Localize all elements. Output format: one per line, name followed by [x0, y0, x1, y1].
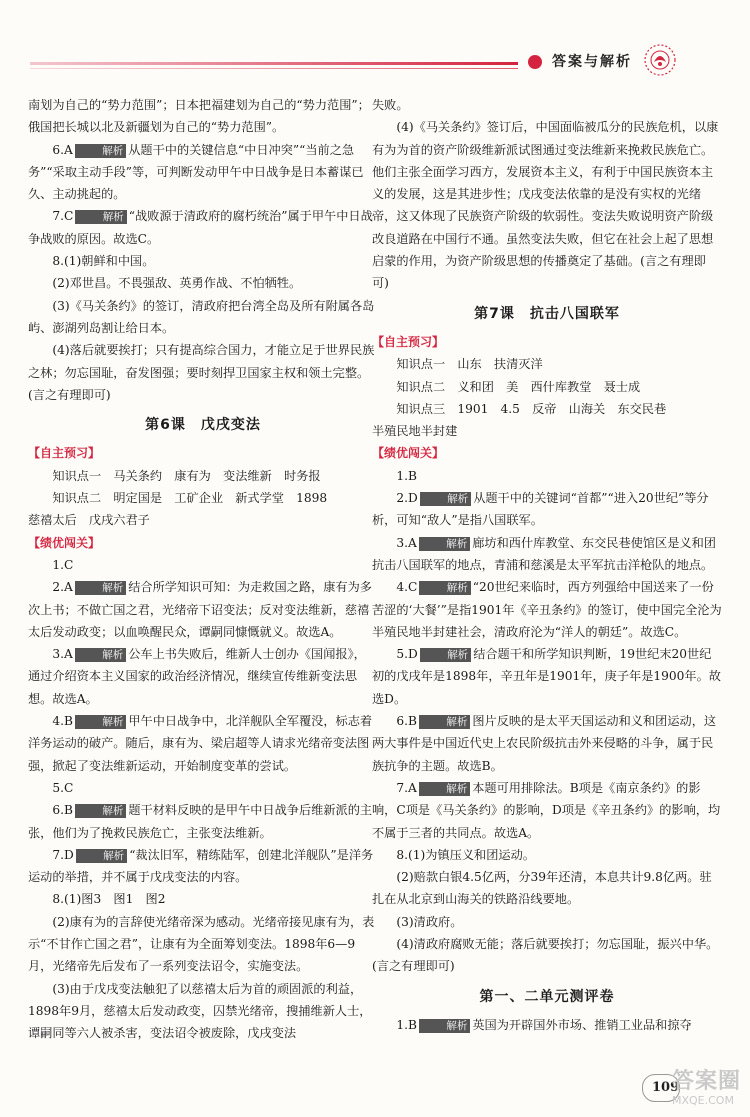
answer-item [28, 576, 378, 643]
answer-number: 7.D [52, 847, 74, 862]
answer-item [372, 487, 722, 532]
analysis-tag: 解析 [419, 1019, 470, 1033]
answer-item [28, 139, 378, 206]
answer-text: 结合所学知识可知：为走救国之路，康有为多次上书；不做亡国之君，光绪帝下诏变法；反对变法维新，慈禧太后发动政变；以血唤醒民众，谭嗣同慷慨就义。故选A。 [28, 580, 372, 639]
answer-text: 结合题干和所学知识判断，19世纪末20世纪初的戊戌年是1898年，辛丑年是1901年，庚子年是1900年。故选D。 [372, 647, 721, 706]
answer-item [28, 844, 378, 889]
answer-item: (2)赔款白银4.5亿两，分39年还清，本息共计9.8亿两。驻扎在从北京到山海关的铁路沿线要地。 [372, 870, 712, 907]
answer-item [372, 532, 722, 577]
answer-number: 7.C [52, 209, 74, 224]
page-number: 109 [652, 1080, 680, 1095]
lesson-title: 第6课 戊戌变法 [145, 417, 261, 434]
answer-item: 8.(1)为镇压义和团运动。 [396, 847, 535, 862]
unit-test-title: 第一、二单元测评卷 [479, 988, 615, 1005]
knowledge-point: 知识点三 1901 4.5 反帝 山海关 东交民巷 [396, 401, 667, 416]
watermark-logo [672, 1070, 748, 1114]
answer-number: 6.A [52, 142, 73, 157]
answer-item [372, 777, 722, 844]
answer-item: (3)由于戊戌变法触犯了以慈禧太后为首的顽固派的利益，1898年9月，慈禧太后发动政变，囚禁光绪帝，搜捕维新人士，谭嗣同等六人被杀害，变法诏令被废除，戊戌变法 [28, 981, 372, 1041]
answer-text: 从题干中的关键信息“中日冲突”“当前之急务”“采取主动手段”等，可判断发动甲午中日战争是日本蓄谋已久、主动挑起的。 [28, 142, 364, 202]
answer-text: “20世纪来临时，西方列强给中国送来了一份苦涩的‘大餐’”是指1901年《辛丑条约》的签订，使中国完全沦为半殖民地半封建社会，清政府沦为“洋人的朝廷”。故选C。 [372, 580, 722, 639]
knowledge-point: 知识点一 马关条约 康有为 变法维新 时务报 [52, 468, 321, 483]
left-column [28, 94, 378, 1044]
answer-item: 8.(1)朝鲜和中国。 [52, 254, 155, 269]
answer-number: 6.B [396, 714, 417, 729]
answer-item: 8.(1)图3 图1 图2 [52, 892, 166, 907]
watermark-text: 答案圈 [672, 1069, 742, 1094]
knowledge-point: 知识点一 山东 扶清灭洋 [396, 357, 543, 372]
header-rule [30, 62, 518, 65]
answer-item [28, 799, 378, 844]
page-header [0, 0, 750, 82]
section-label-preview: 【自主预习】 [372, 334, 445, 349]
header-rule-thin [30, 68, 518, 69]
analysis-tag: 解析 [75, 648, 126, 662]
answer-number: 2.A [52, 580, 73, 595]
answer-text: 从题干中的关键词“首都”“进入20世纪”等分析，可知“敌人”是指八国联军。 [372, 491, 709, 528]
answer-text: 本题可用排除法。B项是《南京条约》的影响，C项是《马关条约》的影响，D项是《辛丑条约》的影响，均不属于三者的共同点。故选A。 [372, 780, 721, 840]
analysis-tag: 解析 [75, 210, 126, 224]
answer-item: 5.C [52, 780, 74, 795]
analysis-tag: 解析 [75, 144, 126, 158]
answer-text: “裁汰旧军，精练陆军，创建北洋舰队”是洋务运动的举措，并不属于戊戌变法的内容。 [28, 847, 374, 885]
paragraph: 失败。 [372, 98, 409, 112]
analysis-tag: 解析 [419, 715, 470, 729]
answer-text: 公车上书失败后，维新人士创办《国闻报》，通过介绍资本主义国家的政治经济情况，继续宣传维新变法思想。故选A。 [28, 647, 366, 706]
answer-item [28, 710, 378, 777]
analysis-tag: 解析 [419, 537, 470, 551]
answer-text: “战败源于清政府的腐朽统治”属于甲午中日战争战败的原因。故选C。 [28, 209, 373, 246]
answer-item: (3)《马关条约》的签订，清政府把台湾全岛及所有附属各岛屿、澎湖列岛割让给日本。 [28, 298, 375, 335]
analysis-tag: 解析 [75, 581, 126, 595]
answer-number: 4.C [396, 580, 418, 595]
answer-item: (4)《马关条约》签订后，中国面临被瓜分的民族危机，以康有为为首的资产阶级维新派试图通过变法维新来挽救民族危亡。他们主张全面学习西方，发展资本主义，有利于中国民族资本主义的发展，这是其进步性；戊戌变法依靠的是没有实权的光绪帝，这又体现了民族资产阶级的软弱性。变法失败说明资产阶级改良道路在中国行不通。虽然变法失败，但它在社会上起了思想启蒙的作用，为资产阶级思想的传播奠定了基础。(言之有理即可) [372, 120, 719, 291]
answer-item [372, 710, 722, 777]
answer-item [372, 643, 722, 710]
answer-item: (4)落后就要挨打；只有提高综合国力，才能立足于世界民族之林；勿忘国耻，奋发图强；要时刻捍卫国家主权和领土完整。(言之有理即可) [28, 343, 375, 402]
analysis-tag: 解析 [420, 492, 471, 506]
answer-item: (4)清政府腐败无能；落后就要挨打；勿忘国耻，振兴中华。(言之有理即可) [372, 936, 719, 974]
header-title: 答案与解析 [552, 54, 632, 70]
answer-number: 5.D [396, 647, 418, 662]
analysis-tag: 解析 [419, 782, 470, 796]
answer-item: (3)清政府。 [396, 914, 463, 929]
answer-text: 英国为开辟国外市场、推销工业品和掠夺 [472, 1017, 692, 1032]
answer-text: 甲午中日战争中，北洋舰队全军覆没，标志着洋务运动的破产。随后，康有为、梁启超等人请求光绪帝变法图强，掀起了变法维新运动，开始制度变革的尝试。 [28, 714, 373, 773]
right-column [372, 94, 722, 1036]
answer-number: 3.A [396, 535, 417, 550]
answer-item: (2)康有为的言辞使光绪帝深为感动。光绪帝接见康有为，表示“不甘作亡国之君”，让康有为全面筹划变法。1898年6—9月，光绪帝先后发布了一系列变法诏令，实施变法。 [28, 914, 375, 974]
answer-item: 1.B [396, 468, 417, 483]
answer-number: 2.D [396, 491, 418, 506]
answer-number: 6.B [52, 803, 73, 818]
answer-number: 7.A [396, 780, 417, 795]
answer-number: 4.B [52, 714, 73, 729]
knowledge-point: 知识点二 明定国是 工矿企业 新式学堂 1898 [52, 491, 328, 506]
knowledge-point-cont: 慈禧太后 戊戌六君子 [28, 513, 150, 528]
answer-item [28, 643, 378, 710]
analysis-tag: 解析 [420, 648, 471, 662]
paragraph: 南划为自己的“势力范围”；日本把福建划为自己的“势力范围”；俄国把长城以北及新疆划为自己的“势力范围”。 [28, 98, 370, 135]
header-bullet-dot [528, 55, 542, 69]
flower-logo-icon [640, 40, 680, 80]
answer-number: 3.A [52, 647, 73, 662]
answer-item: 1.C [52, 557, 74, 572]
answer-number: 1.B [396, 1017, 417, 1032]
answer-item: (2)邓世昌。不畏强敌、英勇作战、不怕牺牲。 [52, 276, 302, 291]
answer-item [372, 576, 722, 643]
knowledge-point: 知识点二 义和团 美 西什库教堂 聂士成 [396, 379, 641, 394]
lesson-title: 第7课 抗击八国联军 [474, 305, 620, 322]
analysis-tag: 解析 [419, 581, 470, 595]
answer-text: 图片反映的是太平天国运动和义和团运动，这两大事件是中国近代史上农民阶级抗击外来侵略的斗争，属于民族抗争的主题。故选B。 [372, 714, 717, 773]
analysis-tag: 解析 [76, 849, 127, 863]
answer-text: 题干材料反映的是甲午中日战争后维新派的主张，他们为了挽救民族危亡，主张变法维新。 [28, 803, 373, 840]
section-label-preview: 【自主预习】 [28, 446, 101, 461]
section-label-practice: 【绩优闯关】 [28, 535, 101, 550]
watermark-url: MXQE.COM [672, 1094, 734, 1107]
answer-text: 廊坊和西什库教堂、东交民巷使馆区是义和团抗击八国联军的地点，青浦和慈溪是太平军抗击洋枪队的地点。 [372, 535, 716, 572]
section-label-practice: 【绩优闯关】 [372, 446, 445, 461]
answer-item [28, 205, 378, 250]
analysis-tag: 解析 [75, 804, 126, 818]
answer-item [372, 1014, 722, 1036]
knowledge-point-cont: 半殖民地半封建 [372, 424, 458, 439]
analysis-tag: 解析 [75, 715, 126, 729]
